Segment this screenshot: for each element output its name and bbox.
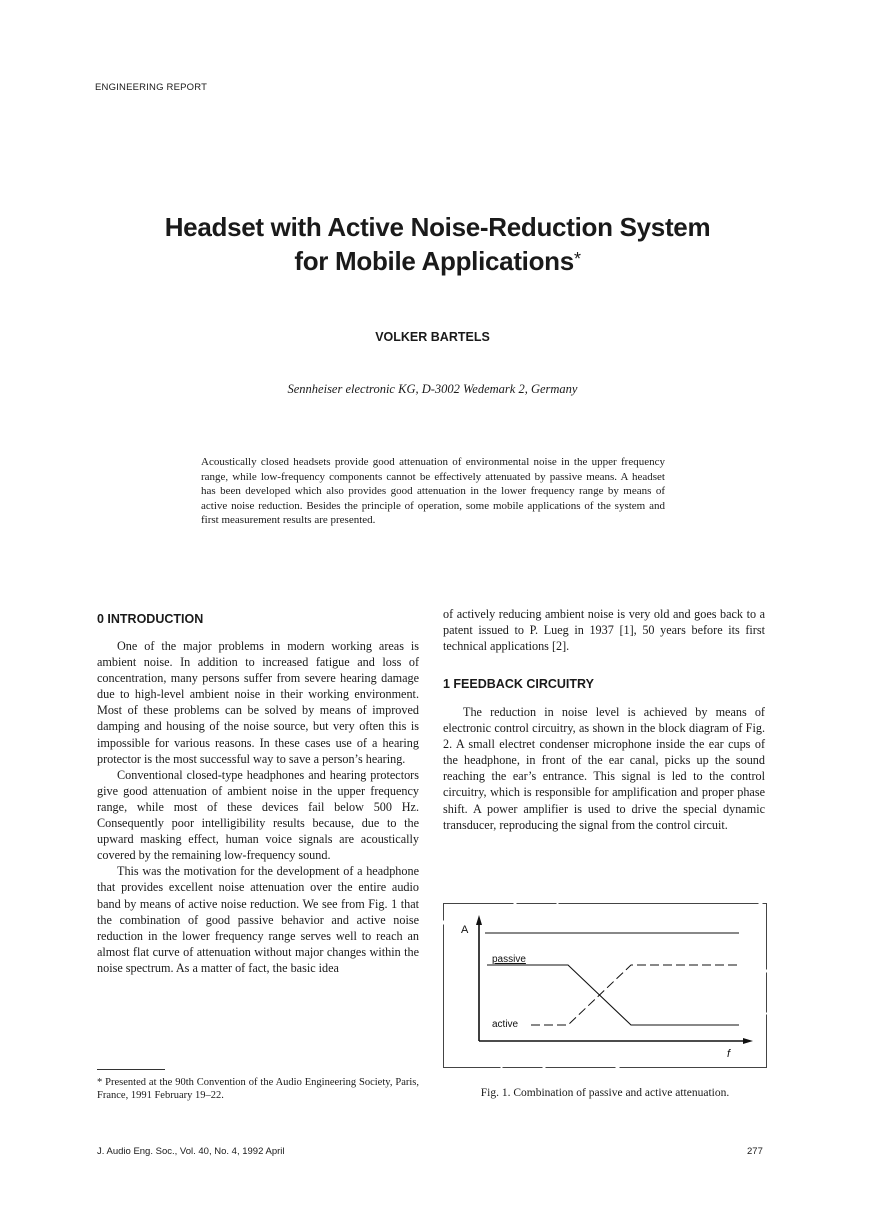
x-axis-arrow	[743, 1038, 753, 1044]
y-axis-label: A	[461, 924, 469, 936]
intro-paragraph-3: This was the motivation for the development of a headphone that provides excellent noise attenuation over the entire audio band by means of active noise reduction. We see from Fig. 1 that the combination of good passive behavior and active noise reduction in the lower frequency range serves well to reach an almost flat curve of attenuation without major changes within the noise spectrum. As a matter of fact, the basic idea	[97, 864, 419, 975]
figure-caption: Fig. 1. Combination of passive and active attenuation.	[480, 1087, 730, 1099]
footnote-rule	[97, 1069, 165, 1070]
page-number: 277	[747, 1146, 763, 1157]
affiliation: Sennheiser electronic KG, D-3002 Wedemark 2, Germany	[287, 382, 578, 396]
intro-paragraph-2: Conventional closed-type headphones and hearing protectors give good attenuation of ambient noise in the upper frequency range, while most of these devices fail below 500 Hz. Consequently poor intelligibility results because, due to the upward masking effect, human voice signals are acoustically covered by the remaining low-frequency sound.	[97, 767, 419, 863]
right-column-feedback	[443, 704, 765, 833]
intro-paragraph-1: One of the major problems in modern working areas is ambient noise. In addition to increased fatigue and loss of concentration, many persons suffer from severe hearing damage due to high-level ambient noise in their working environment. Most of these problems can be solved by means of improved damping and housing of the noise source, but very often this is impossible for various reasons. In these cases use of a hearing protector is the most successful way to save a person’s hearing.	[97, 639, 419, 766]
figure-frame	[444, 904, 767, 1068]
y-axis-arrow	[476, 915, 482, 925]
active-label: active	[492, 1019, 519, 1030]
section-1-heading: 1 FEEDBACK CIRCUITRY	[443, 677, 594, 691]
title-footnote-mark: *	[573, 249, 581, 269]
title-line-1: Headset with Active Noise-Reduction System	[164, 212, 711, 242]
right-column-top	[443, 606, 765, 654]
figure-1-attenuation-diagram	[443, 903, 767, 1068]
passive-label: passive	[492, 954, 526, 965]
intro-continuation: of actively reducing ambient noise is very old and goes back to a patent issued to P. Lueg in 1937 [1], 50 years before its first technical applications [2].	[443, 607, 765, 654]
abstract: Acoustically closed headsets provide good attenuation of environmental noise in the upper frequency range, while low-frequency components cannot be effectively attenuated by passive means. A headset has been developed which also provides good attenuation in the lower frequency range by means of active noise reduction. Besides the principle of operation, some mobile applications of the system and first measurement results are presented.	[201, 456, 665, 527]
active-curve	[531, 965, 739, 1025]
title-line-2-text: for Mobile Applications	[294, 246, 574, 276]
journal-citation: J. Audio Eng. Soc., Vol. 40, No. 4, 1992 April	[97, 1146, 285, 1157]
title-line-2	[0, 244, 875, 278]
section-0-heading: 0 INTRODUCTION	[97, 612, 204, 626]
passive-curve	[487, 965, 739, 1025]
paper-title	[0, 210, 875, 278]
feedback-paragraph: The reduction in noise level is achieved by means of electronic control circuitry, as shown in the block diagram of Fig. 2. A small electret condenser microphone inside the ear cups of the headphone, in front of the ear canal, picks up the sound reaching the ear’s entrance. This signal is led to the control circuitry, which is responsible for amplification and proper phase shift. A power amplifier is used to drive the special dynamic transducer, reproducing the signal from the control circuit.	[443, 705, 765, 832]
x-axis-label: f	[727, 1048, 731, 1060]
author: VOLKER BARTELS	[375, 330, 490, 344]
footnote: * Presented at the 90th Convention of the Audio Engineering Society, Paris, France, 1991 February 19–22.	[97, 1077, 419, 1101]
running-head: ENGINEERING REPORT	[95, 82, 208, 93]
left-column	[97, 638, 419, 976]
